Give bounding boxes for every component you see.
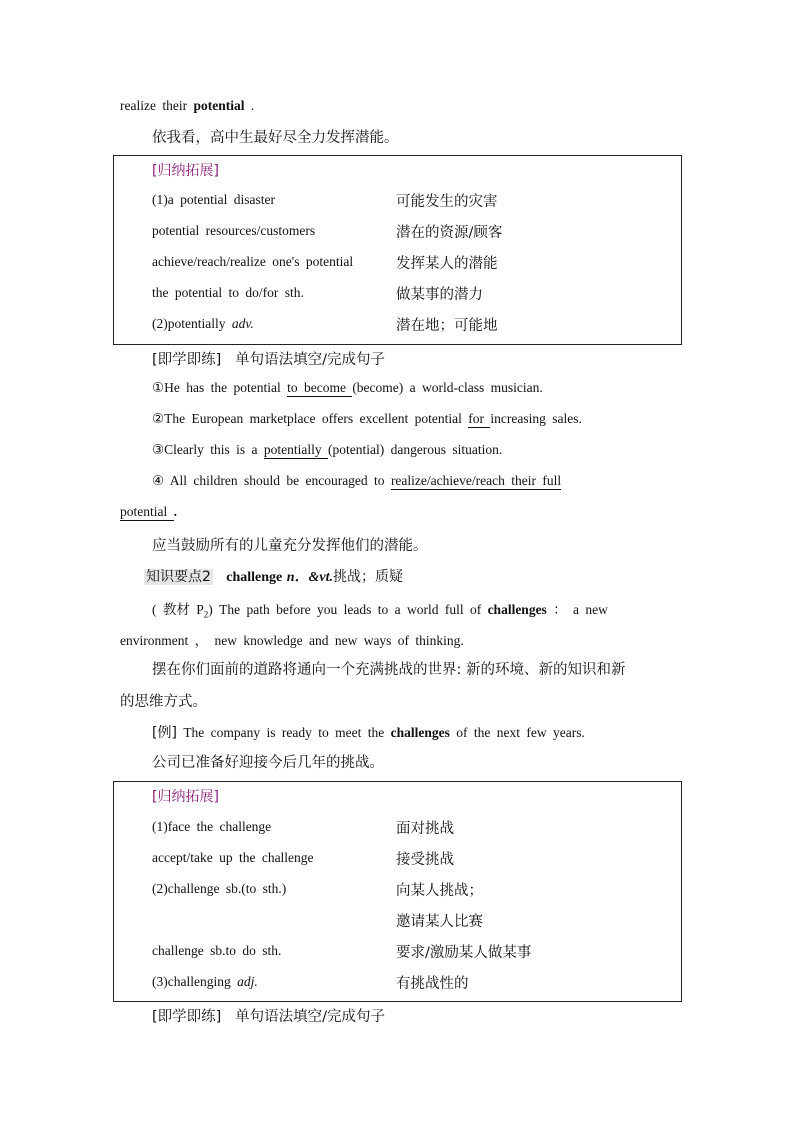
bold-term: challenges — [487, 602, 547, 617]
text-segment: ②The European marketplace offers excellent potential — [152, 411, 469, 426]
phrase-zh: 邀请某人比赛 — [396, 914, 483, 930]
text-segment: ( 教材 P — [152, 602, 204, 617]
answer-blank: potential — [120, 504, 174, 519]
text-segment: of the next few years. — [449, 725, 585, 740]
answer-blank: for — [468, 411, 491, 426]
knowledge-point-heading — [144, 566, 403, 586]
phrase-zh: 发挥某人的潜能 — [396, 256, 498, 272]
answer-blank: realize/achieve/reach their full — [390, 473, 562, 488]
part-of-speech: adv. — [231, 316, 254, 331]
phrase-zh: 潜在地；可能地 — [396, 318, 498, 334]
phrase-en — [152, 974, 258, 990]
phrase-zh: 接受挑战 — [396, 852, 454, 868]
box-title: [归纳拓展] — [152, 789, 219, 805]
practice-instruction: 单句语法填空/完成句子 — [235, 352, 386, 368]
summary-box-1 — [113, 155, 682, 345]
phrase-en: (1)face the challenge — [152, 819, 272, 834]
knowledge-point-label: 知识要点2 — [146, 569, 211, 585]
phrase-zh: 潜在的资源/顾客 — [396, 225, 503, 241]
translation: 公司已准备好迎接今后几年的挑战。 — [152, 755, 384, 771]
text-segment: increasing sales. — [490, 411, 582, 426]
example-sentence — [152, 722, 585, 742]
bold-term: potential — [193, 98, 245, 113]
text-segment: ①He has the potential — [152, 380, 288, 395]
phrase-zh: 要求/激励某人做某事 — [396, 945, 532, 961]
phrase-en: accept/take up the challenge — [152, 850, 314, 865]
phrase-en: (1)a potential disaster — [152, 192, 275, 207]
summary-box-2 — [113, 781, 682, 1002]
part-of-speech: n．&vt. — [286, 570, 334, 585]
translation: 摆在你们面前的道路将通向一个充满挑战的世界: 新的环境、新的知识和新 — [152, 662, 626, 678]
phrase-en: challenge sb.to do sth. — [152, 943, 282, 958]
phrase-zh: 面对挑战 — [396, 821, 454, 837]
phrase-zh: 做某事的潜力 — [396, 287, 483, 303]
practice-label: [即学即练] — [152, 1009, 222, 1025]
part-of-speech: adj. — [237, 974, 258, 989]
page-subscript: 2 — [203, 609, 209, 620]
text-segment: . — [244, 98, 255, 113]
example-label: [例] — [152, 725, 177, 741]
text-segment: ： a new — [546, 602, 608, 617]
phrase-en: the potential to do/for sth. — [152, 285, 304, 300]
box-title: [归纳拓展] — [152, 163, 219, 179]
headword: challenge — [226, 570, 283, 585]
bold-term: challenges — [390, 725, 450, 740]
exercise-4-continued — [120, 504, 177, 520]
practice-heading-1 — [152, 348, 385, 369]
textbook-sentence-continued: environment ， new knowledge and new ways of thinking. — [120, 633, 464, 648]
answer-blank: to become — [287, 380, 353, 395]
practice-instruction: 单句语法填空/完成句子 — [235, 1009, 386, 1025]
translation: 应当鼓励所有的儿童充分发挥他们的潜能。 — [152, 538, 428, 554]
text-segment: realize their — [120, 98, 194, 113]
phrase-zh: 有挑战性的 — [396, 976, 469, 992]
answer-blank: potentially — [263, 442, 328, 457]
sentence-continuation — [120, 98, 254, 114]
phrase-en: potential resources/customers — [152, 223, 316, 238]
text-segment: ③Clearly this is a — [152, 442, 264, 457]
practice-heading-2 — [152, 1005, 385, 1026]
phrase-en: (2)challenge sb.(to sth.) — [152, 881, 287, 896]
textbook-sentence — [152, 598, 608, 620]
translation: 依我看，高中生最好尽全力发挥潜能。 — [152, 130, 399, 146]
text-segment: (become) a world-class musician. — [352, 380, 543, 395]
text-segment: ④ All children should be encouraged to — [152, 473, 391, 488]
practice-label: [即学即练] — [152, 352, 222, 368]
phrase-zh: 可能发生的灾害 — [396, 194, 498, 210]
headword-meaning: 挑战；质疑 — [333, 569, 404, 585]
phrase-en — [152, 316, 254, 332]
translation-continued: 的思维方式。 — [120, 694, 207, 710]
text-segment: (potential) dangerous situation. — [327, 442, 503, 457]
exercise-1 — [152, 380, 543, 396]
exercise-2 — [152, 411, 582, 427]
exercise-3 — [152, 442, 502, 458]
text-segment: The company is ready to meet the — [176, 725, 391, 740]
text-segment: . — [173, 504, 177, 519]
exercise-4 — [152, 473, 561, 489]
phrase-zh: 向某人挑战； — [396, 883, 483, 899]
text-segment: (3)challenging — [152, 974, 238, 989]
text-segment: (2)potentially — [152, 316, 232, 331]
phrase-en: achieve/reach/realize one's potential — [152, 254, 354, 269]
text-segment: ) The path before you leads to a world full of — [208, 602, 488, 617]
